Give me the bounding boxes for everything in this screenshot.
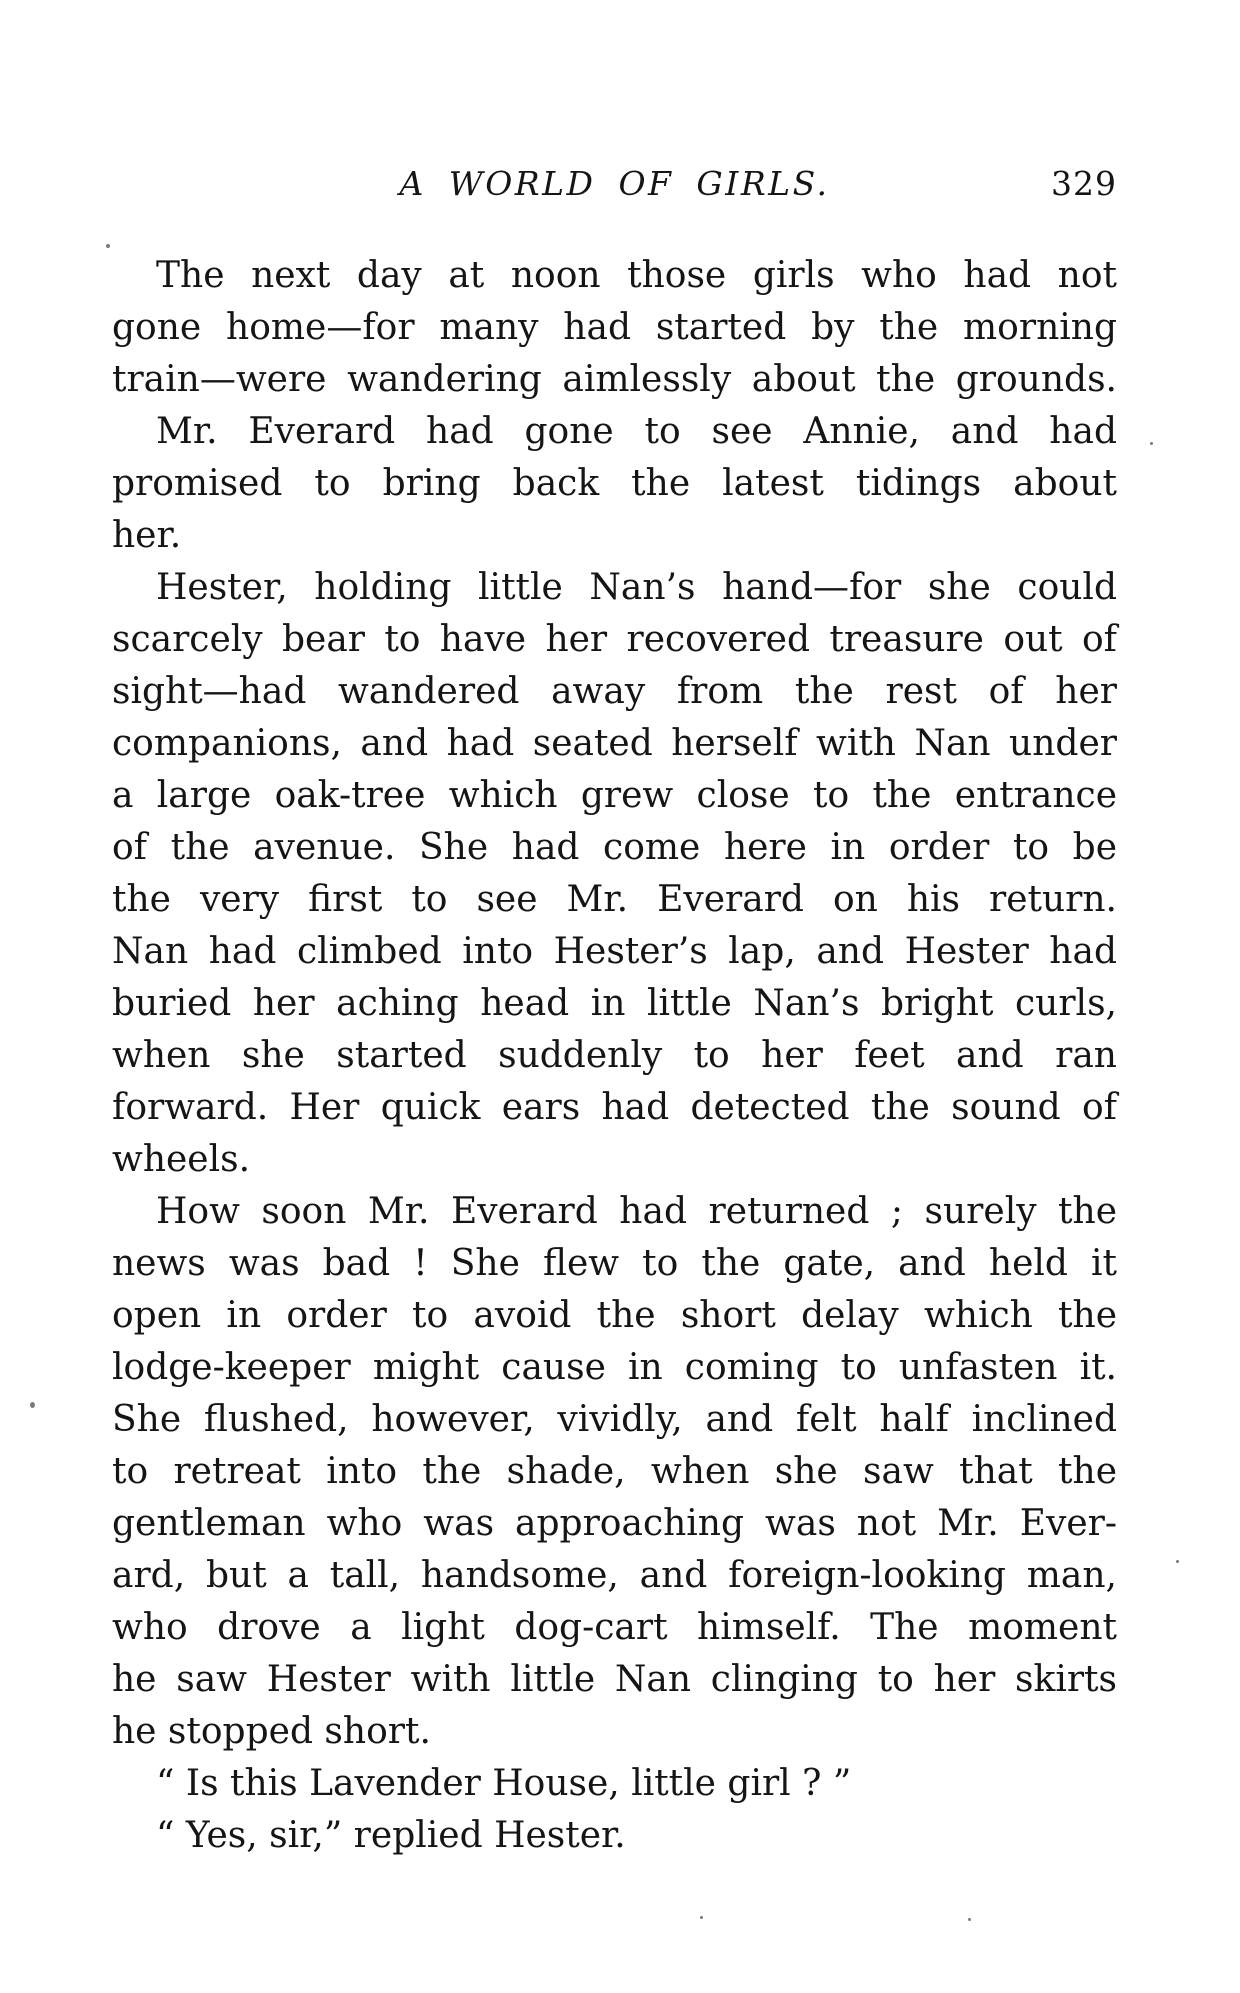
scan-speck	[106, 244, 110, 248]
text-line: he stopped short.	[112, 1711, 431, 1752]
text-line: open in order to avoid the short delay which the	[112, 1295, 1117, 1336]
text-line: train—were wandering aimlessly about the grounds.	[112, 359, 1117, 400]
text-line: Mr. Everard had gone to see Annie, and had	[156, 411, 1117, 452]
scan-speck	[968, 1918, 971, 1921]
text-line: gentleman who was approaching was not Mr. Ever-	[112, 1503, 1117, 1544]
text-line: of the avenue. She had come here in order to be	[112, 827, 1117, 868]
running-header	[112, 164, 1117, 210]
text-line: How soon Mr. Everard had returned ; surely the	[156, 1191, 1117, 1232]
text-line: “ Is this Lavender House, little girl ? ”	[156, 1763, 852, 1804]
text-line: “ Yes, sir,” replied Hester.	[156, 1815, 626, 1856]
text-line: Nan had climbed into Hester’s lap, and Hester had	[112, 931, 1117, 972]
text-line: gone home—for many had started by the morning	[112, 307, 1117, 348]
text-line: lodge-keeper might cause in coming to unfasten it.	[112, 1347, 1117, 1388]
text-line: companions, and had seated herself with Nan under	[112, 723, 1117, 764]
text-line: who drove a light dog-cart himself. The moment	[112, 1607, 1117, 1648]
scan-speck	[30, 1402, 35, 1408]
text-line: her.	[112, 515, 182, 556]
body-text	[112, 250, 1117, 1862]
text-line: wheels.	[112, 1139, 251, 1180]
text-line: Hester, holding little Nan’s hand—for she could	[156, 567, 1117, 608]
text-line: scarcely bear to have her recovered treasure out of	[112, 619, 1117, 660]
text-line: ard, but a tall, handsome, and foreign-looking man,	[112, 1555, 1117, 1596]
text-line: to retreat into the shade, when she saw that the	[112, 1451, 1117, 1492]
text-line: forward. Her quick ears had detected the sound of	[112, 1087, 1117, 1128]
text-line: news was bad ! She flew to the gate, and held it	[112, 1243, 1117, 1284]
scan-speck	[1176, 1560, 1179, 1563]
text-line: he saw Hester with little Nan clinging to her skirts	[112, 1659, 1117, 1700]
text-line: the very first to see Mr. Everard on his return.	[112, 879, 1117, 920]
scan-speck	[700, 1916, 703, 1919]
text-line: sight—had wandered away from the rest of her	[112, 671, 1117, 712]
text-line: when she started suddenly to her feet and ran	[112, 1035, 1117, 1076]
text-line: The next day at noon those girls who had not	[156, 255, 1117, 296]
page-number: 329	[1051, 164, 1117, 203]
scan-speck	[1150, 442, 1153, 445]
text-line: She flushed, however, vividly, and felt half inclined	[112, 1399, 1117, 1440]
text-line: buried her aching head in little Nan’s bright curls,	[112, 983, 1117, 1024]
page-title: A WORLD OF GIRLS.	[399, 164, 830, 203]
text-line: promised to bring back the latest tidings about	[112, 463, 1117, 504]
text-line: a large oak-tree which grew close to the entrance	[112, 775, 1117, 816]
